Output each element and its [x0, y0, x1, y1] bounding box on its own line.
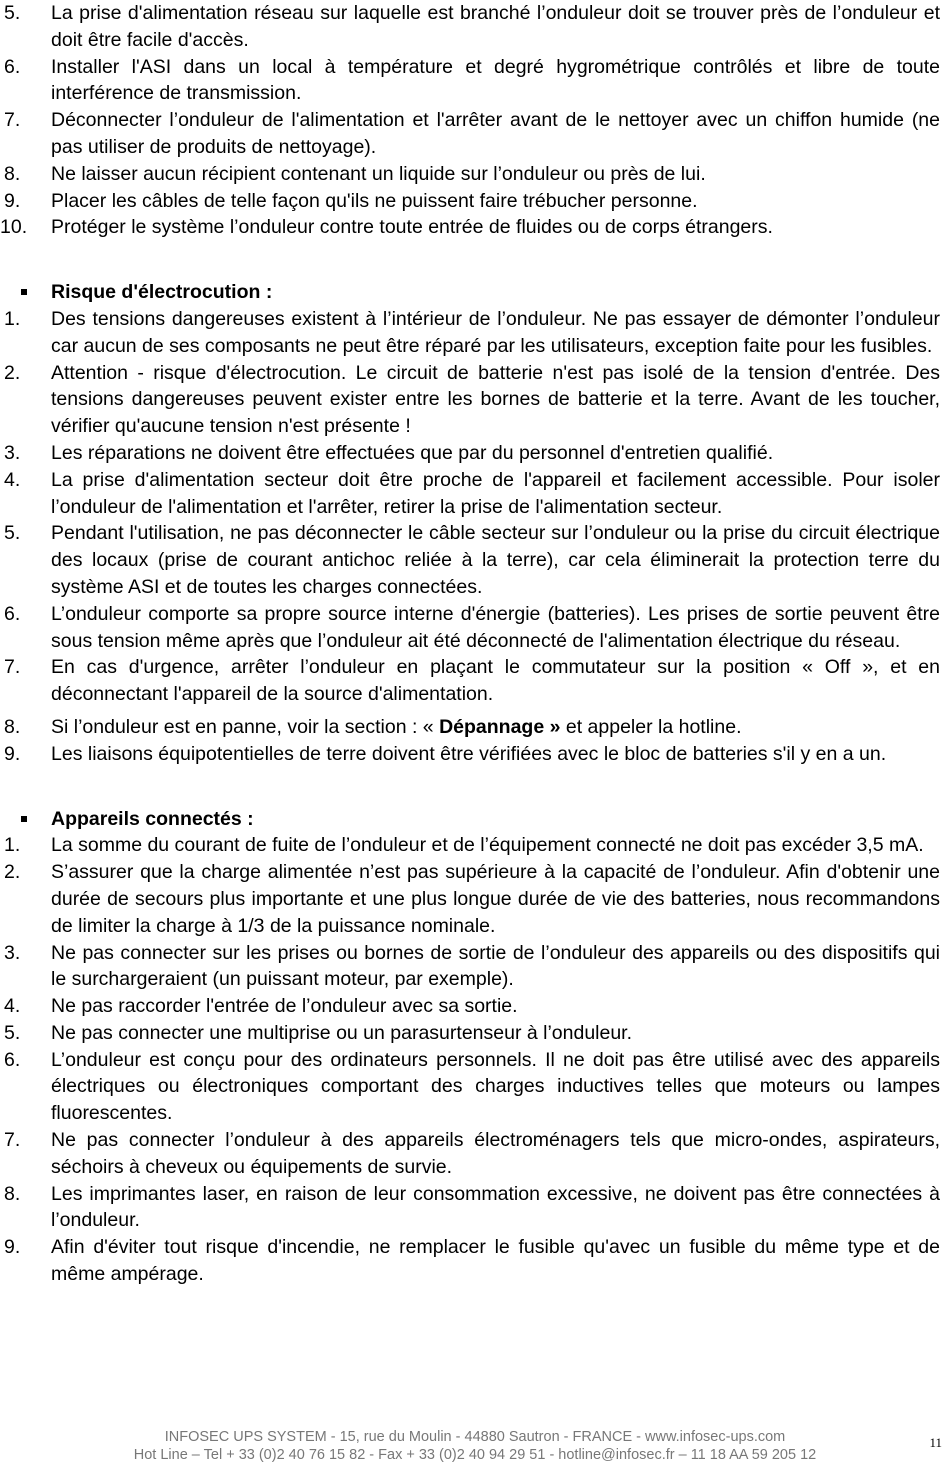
footer-contacts: Hot Line – Tel + 33 (0)2 40 76 15 82 - Fax + 33 (0)2 40 94 29 51 - hotline@infosec.fr – 11 18 AA 59 205 12 — [133, 1447, 817, 1463]
list-item: 6. L’onduleur comporte sa propre source interne d'énergie (batteries). Les prises de sortie peuvent être sous tension même après que l’onduleur ait été déconnecté de l'alimentation électrique du réseau. — [4, 602, 940, 652]
list-item: 6. Installer l'ASI dans un local à température et degré hygrométrique contrôlés et libre de toute interférence de transmission. — [4, 55, 940, 105]
page-footer — [0, 1428, 950, 1464]
list-item: 4. La prise d'alimentation secteur doit être proche de l'appareil et facilement accessible. Pour isoler l’onduleur de l'alimentation et l'arrêter, retirer la prise de l'alimentation secteur. — [4, 468, 940, 518]
list-item: 6. L’onduleur est conçu pour des ordinateurs personnels. Il ne doit pas être utilisé avec des appareils électriques ou électroniques comportant des charges inductives telles que moteurs ou lampes fluorescentes. — [4, 1048, 940, 1125]
list-item: 10. Protéger le système l’onduleur contre toute entrée de fluides ou de corps étrangers. — [0, 216, 773, 239]
list-item: 2. S’assurer que la charge alimentée n’est pas supérieure à la capacité de l’onduleur. Afin d'obtenir une durée de secours plus importante et une plus longue durée de vie des batteries, nous recommandons de limiter la charge à 1/3 de la puissance nominale. — [4, 861, 940, 937]
electrocution-list — [0, 306, 950, 768]
section-heading-devices: Appareils connectés : — [0, 806, 950, 833]
list-item: 7. Déconnecter l’onduleur de l'alimentation et l'arrêter avant de le nettoyer avec un chiffon humide (ne pas utiliser de produits de nettoyage). — [4, 109, 940, 158]
list-item: 1. La somme du courant de fuite de l’onduleur et de l’équipement connecté ne doit pas excéder 3,5 mA. — [4, 834, 924, 857]
square-bullet-icon — [21, 816, 27, 822]
list-item: 8. Les imprimantes laser, en raison de leur consommation excessive, ne doivent pas être connectées à l’onduleur. — [4, 1182, 940, 1232]
list-item: 9. Afin d'éviter tout risque d'incendie, ne remplacer le fusible qu'avec un fusible du même type et de même ampérage. — [4, 1236, 940, 1286]
list-item: 3. Les réparations ne doivent être effectuées que par du personnel d'entretien qualifié. — [4, 441, 774, 464]
list-item: 9. Placer les câbles de telle façon qu'ils ne puissent faire trébucher personne. — [4, 189, 698, 212]
list-item: 7. En cas d'urgence, arrêter l’onduleur en plaçant le commutateur sur la position « Off », et en déconnectant l'appareil de la source d'alimentation. — [4, 656, 940, 706]
list-item: 4. Ne pas raccorder l'entrée de l’onduleur avec sa sortie. — [4, 995, 518, 1018]
list-item: 7. Ne pas connecter l’onduleur à des appareils électroménagers tels que micro-ondes, aspirateurs, séchoirs à cheveux ou équipements de survie. — [4, 1129, 940, 1178]
list-item: 9. Les liaisons équipotentielles de terre doivent être vérifiées avec le bloc de batteries s'il y en a un. — [4, 742, 887, 765]
top-list — [0, 0, 950, 241]
square-bullet-icon — [21, 289, 27, 295]
section-heading-electrocution: Risque d'électrocution : — [0, 279, 950, 306]
devices-list — [0, 832, 950, 1288]
list-item: 5. Ne pas connecter une multiprise ou un parasurtenseur à l’onduleur. — [4, 1021, 633, 1044]
list-item: 1. Des tensions dangereuses existent à l’intérieur de l’onduleur. Ne pas essayer de démonter l’onduleur car aucun de ses composants ne peut être réparé par les utilisateurs, exception faite pour les fusibles. — [4, 307, 940, 357]
footer-address: INFOSEC UPS SYSTEM - 15, rue du Moulin - 44880 Sautron - FRANCE - www.infosec-ups.com — [164, 1429, 786, 1445]
list-item: 8. Si l’onduleur est en panne, voir la section : « Dépannage » et appeler la hotline. — [4, 715, 742, 738]
list-item: 5. La prise d'alimentation réseau sur laquelle est branché l’onduleur doit se trouver près de l’onduleur et doit être facile d'accès. — [4, 2, 940, 51]
list-item: 5. Pendant l'utilisation, ne pas déconnecter le câble secteur sur l’onduleur ou la prise du circuit électrique des locaux (prise de courant antichoc reliée à la terre), car cela éliminerait la protection terre du système ASI et de toutes les charges connectées. — [4, 522, 940, 598]
list-item: 3. Ne pas connecter sur les prises ou bornes de sortie de l’onduleur des appareils ou des dispositifs qui le surchargeraient (un puissant moteur, par exemple). — [4, 941, 940, 991]
list-item: 2. Attention - risque d'électrocution. Le circuit de batterie n'est pas isolé de la tension d'entrée. Des tensions dangereuses peuvent exister entre les bornes de batterie et la terre. Avant de les toucher, vérifier qu'aucune tension n'est présente ! — [4, 361, 940, 438]
page-number: 11 — [929, 1435, 942, 1450]
depannage-reference: Dépannage » — [433, 715, 561, 738]
list-item: 8. Ne laisser aucun récipient contenant un liquide sur l’onduleur ou près de lui. — [4, 162, 706, 185]
